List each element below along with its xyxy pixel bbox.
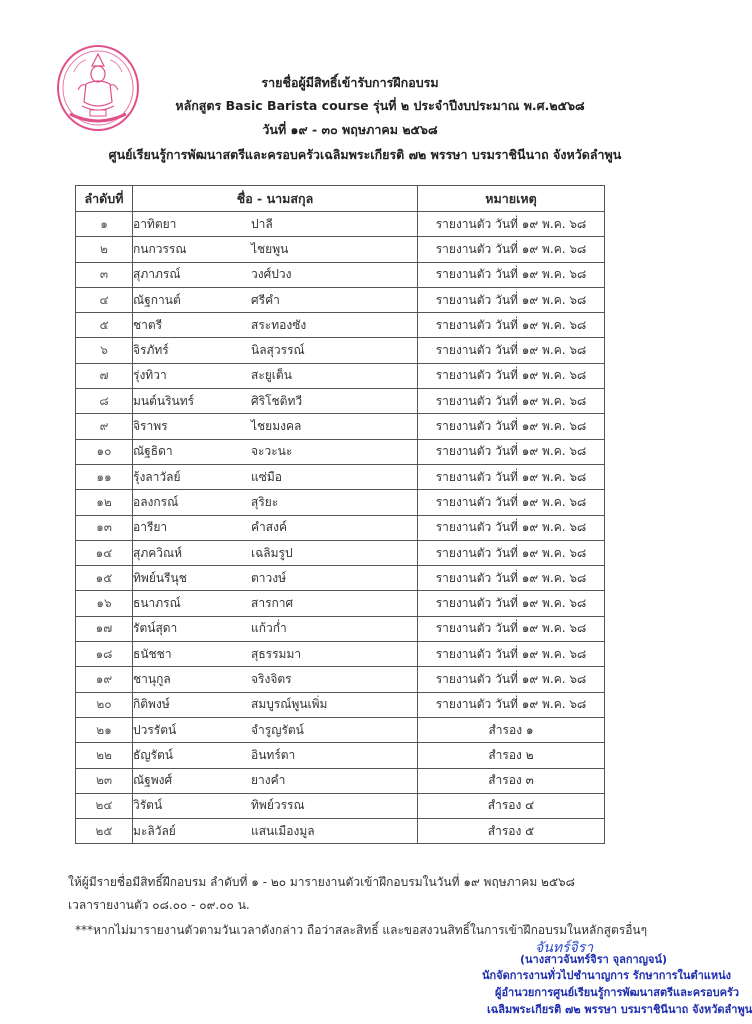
table-row <box>76 414 605 439</box>
last-name: จำรูญรัตน์ <box>251 722 304 737</box>
participant-name <box>133 717 418 742</box>
remark: สำรอง ๕ <box>418 819 605 844</box>
table-header-row <box>76 186 605 212</box>
row-number: ๒ <box>76 237 133 262</box>
table-body <box>76 212 605 844</box>
participant-name <box>133 237 418 262</box>
remark: รายงานตัว วันที่ ๑๙ พ.ค. ๖๘ <box>418 616 605 641</box>
signer-position-2: ผู้อำนวยการศูนย์เรียนรู้การพัฒนาสตรีและครอบครัว <box>495 986 740 999</box>
last-name: สะยูเต็น <box>251 368 292 383</box>
remark: สำรอง ๑ <box>418 717 605 742</box>
table-row <box>76 642 605 667</box>
first-name: กิติพงษ์ <box>133 697 170 712</box>
header-name: ชื่อ - นามสกุล <box>133 186 418 212</box>
table-row <box>76 439 605 464</box>
last-name: ศิริโชติทวี <box>251 393 303 408</box>
participant-name <box>133 389 418 414</box>
course-title: หลักสูตร Basic Barista course รุ่นที่ ๒ ประจำปีงบประมาณ พ.ศ.๒๕๖๘ <box>175 98 585 113</box>
first-name: รุ่งทิวา <box>133 368 167 383</box>
row-number: ๘ <box>76 389 133 414</box>
table-row <box>76 667 605 692</box>
remark: รายงานตัว วันที่ ๑๙ พ.ค. ๖๘ <box>418 692 605 717</box>
row-number: ๑๗ <box>76 616 133 641</box>
remark: รายงานตัว วันที่ ๑๙ พ.ค. ๖๘ <box>418 212 605 237</box>
table-row <box>76 490 605 515</box>
table-row <box>76 515 605 540</box>
organization-name: ศูนย์เรียนรู้การพัฒนาสตรีและครอบครัวเฉลิมพระเกียรติ ๗๒ พรรษา บรมราชินีนาถ จังหวัดลำพูน <box>108 147 622 162</box>
remark: รายงานตัว วันที่ ๑๙ พ.ค. ๖๘ <box>418 338 605 363</box>
participant-name <box>133 743 418 768</box>
first-name: ณัฐพงศ์ <box>133 773 173 788</box>
remark: รายงานตัว วันที่ ๑๙ พ.ค. ๖๘ <box>418 439 605 464</box>
first-name: สุภาภรณ์ <box>133 267 181 282</box>
row-number: ๑๘ <box>76 642 133 667</box>
row-number: ๕ <box>76 313 133 338</box>
table-row <box>76 692 605 717</box>
table-row <box>76 768 605 793</box>
first-name: มนต์นรินทร์ <box>133 393 195 408</box>
remark: รายงานตัว วันที่ ๑๙ พ.ค. ๖๘ <box>418 566 605 591</box>
first-name: ธัญรัตน์ <box>133 747 173 762</box>
remark: รายงานตัว วันที่ ๑๙ พ.ค. ๖๘ <box>418 313 605 338</box>
first-name: มะลิวัลย์ <box>133 823 176 838</box>
row-number: ๒๒ <box>76 743 133 768</box>
last-name: แซ่มือ <box>251 469 282 484</box>
table-row <box>76 389 605 414</box>
participant-name <box>133 819 418 844</box>
row-number: ๒๕ <box>76 819 133 844</box>
row-number: ๑๐ <box>76 439 133 464</box>
remark: สำรอง ๒ <box>418 743 605 768</box>
table-row <box>76 363 605 388</box>
table-row <box>76 313 605 338</box>
table-row <box>76 717 605 742</box>
last-name: ปาลี <box>251 216 273 231</box>
remark: รายงานตัว วันที่ ๑๙ พ.ค. ๖๘ <box>418 667 605 692</box>
participant-name <box>133 262 418 287</box>
participant-name <box>133 591 418 616</box>
table-row <box>76 212 605 237</box>
participant-table <box>75 185 605 844</box>
row-number: ๔ <box>76 287 133 312</box>
table-row <box>76 743 605 768</box>
first-name: ณัฐกานต์ <box>133 292 181 307</box>
first-name: วิรัตน์ <box>133 798 163 813</box>
table-row <box>76 287 605 312</box>
last-name: ไชยมงคล <box>251 419 302 434</box>
participant-name <box>133 515 418 540</box>
first-name: อาทิตยา <box>133 216 177 231</box>
row-number: ๑๑ <box>76 464 133 489</box>
first-name: สุภควิณห์ <box>133 545 183 560</box>
table-row <box>76 338 605 363</box>
first-name: รุ้งลาวัลย์ <box>133 469 181 484</box>
participant-name <box>133 338 418 363</box>
row-number: ๑๔ <box>76 540 133 565</box>
row-number: ๑ <box>76 212 133 237</box>
participant-name <box>133 616 418 641</box>
last-name: สมบูรณ์พูนเพิ่ม <box>251 697 328 712</box>
first-name: ปวรรัตน์ <box>133 722 177 737</box>
last-name: จริงจิตร <box>251 671 292 686</box>
first-name: รัตน์สุดา <box>133 621 178 636</box>
first-name: ทิพย์นรีนุช <box>133 570 187 585</box>
table-row <box>76 819 605 844</box>
table-row <box>76 262 605 287</box>
remark: รายงานตัว วันที่ ๑๙ พ.ค. ๖๘ <box>418 515 605 540</box>
row-number: ๑๓ <box>76 515 133 540</box>
participant-name <box>133 414 418 439</box>
participant-name <box>133 490 418 515</box>
first-name: จิรภัทร์ <box>133 343 169 358</box>
first-name: อลงกรณ์ <box>133 494 179 509</box>
remark: รายงานตัว วันที่ ๑๙ พ.ค. ๖๘ <box>418 363 605 388</box>
row-number: ๓ <box>76 262 133 287</box>
remark: รายงานตัว วันที่ ๑๙ พ.ค. ๖๘ <box>418 490 605 515</box>
remark: รายงานตัว วันที่ ๑๙ พ.ค. ๖๘ <box>418 540 605 565</box>
remark: รายงานตัว วันที่ ๑๙ พ.ค. ๖๘ <box>418 414 605 439</box>
first-name: ชานุกูล <box>133 671 171 686</box>
first-name: ณัฐธิดา <box>133 444 173 459</box>
participant-name <box>133 667 418 692</box>
signer-name: (นางสาวจันทร์จิรา จุลกาญจน์) <box>520 953 668 966</box>
table-row <box>76 540 605 565</box>
first-name: ชาตรี <box>133 317 163 332</box>
header-remark: หมายเหตุ <box>418 186 605 212</box>
last-name: ไชยพูน <box>251 241 289 256</box>
participant-name <box>133 768 418 793</box>
row-number: ๗ <box>76 363 133 388</box>
participant-name <box>133 642 418 667</box>
document-title: รายชื่อผู้มีสิทธิ์เข้ารับการฝึกอบรม <box>261 75 439 90</box>
row-number: ๒๔ <box>76 793 133 818</box>
last-name: สารกาศ <box>251 596 294 611</box>
signer-position-3: เฉลิมพระเกียรติ ๗๒ พรรษา บรมราชินีนาถ จังหวัดลำพูน <box>487 1003 752 1016</box>
last-name: ทิพย์วรรณ <box>251 798 305 813</box>
table-row <box>76 793 605 818</box>
participant-name <box>133 692 418 717</box>
first-name: กนกวรรณ <box>133 241 187 256</box>
row-number: ๖ <box>76 338 133 363</box>
participant-name <box>133 540 418 565</box>
row-number: ๒๑ <box>76 717 133 742</box>
row-number: ๑๖ <box>76 591 133 616</box>
remark: สำรอง ๓ <box>418 768 605 793</box>
last-name: แสนเมืองมูล <box>251 823 315 838</box>
participant-name <box>133 566 418 591</box>
report-instruction: ให้ผู้มีรายชื่อมีสิทธิ์ฝึกอบรม ลำดับที่ ๑ - ๒๐ มารายงานตัวเข้าฝึกอบรมในวันที่ ๑๙ พฤษภาคม ๒๕๖๘ <box>68 875 575 889</box>
remark: รายงานตัว วันที่ ๑๙ พ.ค. ๖๘ <box>418 642 605 667</box>
last-name: ตาวงษ์ <box>251 570 287 585</box>
last-name: อินทร์ตา <box>251 747 296 762</box>
handwritten-signature: จันทร์จิรา <box>535 940 594 956</box>
participant-name <box>133 212 418 237</box>
table-row <box>76 464 605 489</box>
row-number: ๙ <box>76 414 133 439</box>
signer-position-1: นักจัดการงานทั่วไปชำนาญการ รักษาการในตำแหน่ง <box>482 969 731 982</box>
participant-name <box>133 313 418 338</box>
last-name: วงศ์ปวง <box>251 267 292 282</box>
table-row <box>76 591 605 616</box>
table-row <box>76 566 605 591</box>
remark: รายงานตัว วันที่ ๑๙ พ.ค. ๖๘ <box>418 262 605 287</box>
row-number: ๑๙ <box>76 667 133 692</box>
table-row <box>76 616 605 641</box>
remark: รายงานตัว วันที่ ๑๙ พ.ค. ๖๘ <box>418 389 605 414</box>
remark: รายงานตัว วันที่ ๑๙ พ.ค. ๖๘ <box>418 464 605 489</box>
last-name: แก้วก่ำ <box>251 621 287 636</box>
remark: สำรอง ๔ <box>418 793 605 818</box>
first-name: อารียา <box>133 520 168 535</box>
first-name: จิราพร <box>133 419 168 434</box>
participant-name <box>133 464 418 489</box>
row-number: ๒๓ <box>76 768 133 793</box>
last-name: สุริยะ <box>251 494 279 509</box>
last-name: จะวะนะ <box>251 444 293 459</box>
first-name: ธนัชชา <box>133 646 172 661</box>
remark: รายงานตัว วันที่ ๑๙ พ.ค. ๖๘ <box>418 591 605 616</box>
last-name: สระทองซัง <box>251 317 307 332</box>
participant-name <box>133 287 418 312</box>
row-number: ๒๐ <box>76 692 133 717</box>
first-name: ธนาภรณ์ <box>133 596 181 611</box>
last-name: เฉลิมรูป <box>251 545 293 560</box>
last-name: นิลสุวรรณ์ <box>251 343 305 358</box>
participant-name <box>133 363 418 388</box>
row-number: ๑๒ <box>76 490 133 515</box>
training-dates: วันที่ ๑๙ - ๓๐ พฤษภาคม ๒๕๖๘ <box>262 122 438 137</box>
forfeit-warning: ***หากไม่มารายงานตัวตามวันเวลาดังกล่าว ถือว่าสละสิทธิ์ และขอสงวนสิทธิ์ในการเข้าฝึกอบรมในหลักสูตรอื่นๆ <box>75 923 648 937</box>
table-row <box>76 237 605 262</box>
last-name: ศรีคำ <box>251 292 280 307</box>
row-number: ๑๕ <box>76 566 133 591</box>
remark: รายงานตัว วันที่ ๑๙ พ.ค. ๖๘ <box>418 237 605 262</box>
last-name: สุธรรมมา <box>251 646 302 661</box>
report-time: เวลารายงานตัว ๐๘.๐๐ - ๐๙.๐๐ น. <box>68 898 250 912</box>
participant-name <box>133 439 418 464</box>
last-name: คำสงค์ <box>251 520 287 535</box>
remark: รายงานตัว วันที่ ๑๙ พ.ค. ๖๘ <box>418 287 605 312</box>
last-name: ยางคำ <box>251 773 286 788</box>
participant-name <box>133 793 418 818</box>
header-no: ลำดับที่ <box>76 186 133 212</box>
